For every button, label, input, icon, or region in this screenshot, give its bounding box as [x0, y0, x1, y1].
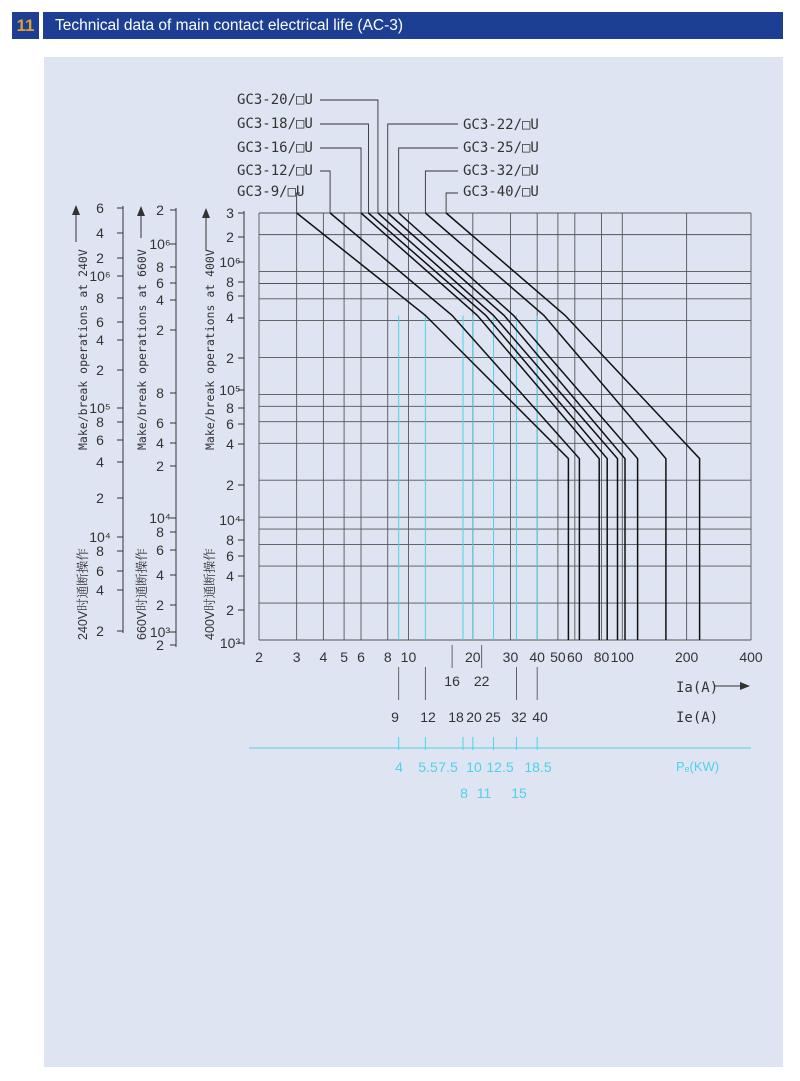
x-tick-label: 16	[444, 673, 460, 689]
x-tick-label: 60	[567, 649, 583, 665]
ie-axis-label: Ie(A)	[676, 710, 719, 726]
x-tick-label: 2	[255, 649, 263, 665]
y-tick-label: 6	[156, 415, 164, 431]
series-label: GC3-20/□U	[237, 92, 313, 108]
y-axis-label-cn: 240V时通断操作	[76, 548, 90, 640]
y-tick-label: 6	[226, 548, 234, 564]
ie-value: 25	[485, 709, 501, 725]
y-tick-label: 2	[226, 602, 234, 618]
curve-line	[378, 213, 618, 640]
series-label: GC3-32/□U	[463, 163, 539, 179]
y-tick-label: 4	[96, 332, 104, 348]
section-title: Technical data of main contact electrical life (AC-3)	[43, 12, 783, 39]
pe-value: 15	[511, 785, 527, 801]
ie-value: 40	[532, 709, 548, 725]
y-tick-label: 3	[226, 205, 234, 221]
page-number: 11	[12, 12, 39, 39]
y-axis-arrow-head	[72, 205, 80, 215]
pe-value: 7.5	[438, 759, 458, 775]
y-tick-label: 4	[96, 454, 104, 470]
x-tick-label: 3	[292, 649, 301, 665]
series-label: GC3-12/□U	[237, 163, 313, 179]
y-tick-label: 2	[156, 458, 164, 474]
ie-value: 20	[466, 709, 482, 725]
series-leader	[320, 171, 330, 213]
y-tick-label: 10⁶	[149, 236, 171, 252]
y-tick-label: 4	[156, 567, 164, 583]
y-tick-label: 10⁶	[89, 268, 111, 284]
y-tick-label: 8	[226, 532, 234, 548]
pe-value: 11	[476, 785, 492, 801]
x-tick-label: 80	[593, 649, 610, 665]
y-tick-label: 10⁵	[219, 382, 241, 398]
y-tick-label: 8	[96, 290, 104, 306]
x-tick-label: 5	[340, 649, 348, 665]
y-tick-label: 8	[96, 543, 104, 559]
series-label: GC3-22/□U	[463, 117, 539, 133]
y-axis-label: Make/break operations at 660V	[135, 249, 149, 450]
y-tick-label: 2	[226, 229, 234, 245]
y-tick-label: 2	[96, 623, 104, 639]
ie-value: 9	[391, 709, 399, 725]
x-tick-label: 22	[473, 673, 490, 689]
series-label: GC3-25/□U	[463, 140, 539, 156]
y-tick-label: 6	[96, 314, 104, 330]
y-axis-label-cn: 400V时通断操作	[203, 548, 217, 640]
y-tick-label: 4	[226, 310, 234, 326]
x-tick-label: 20	[465, 649, 481, 665]
y-tick-label: 10⁴	[89, 529, 111, 545]
y-tick-label: 2	[156, 637, 164, 653]
ie-value: 32	[511, 709, 527, 725]
series-leader	[446, 193, 458, 213]
y-tick-label: 10⁴	[219, 512, 241, 528]
y-tick-label: 2	[96, 362, 104, 378]
x-tick-label: 6	[357, 649, 365, 665]
y-tick-label: 6	[96, 200, 104, 216]
pe-value: 10	[466, 759, 482, 775]
y-tick-label: 8	[226, 274, 234, 290]
y-tick-label: 4	[226, 436, 234, 452]
y-tick-label: 10⁴	[149, 510, 171, 526]
y-axis-arrow-head	[137, 206, 145, 216]
y-tick-label: 10³	[149, 624, 171, 640]
y-tick-label: 6	[226, 416, 234, 432]
pe-axis-label: Pₑ(KW)	[676, 759, 720, 774]
y-tick-label: 2	[96, 250, 104, 266]
y-tick-label: 6	[226, 288, 234, 304]
pe-value: 12.5	[486, 759, 514, 775]
pe-value: 18.5	[524, 759, 552, 775]
pe-value: 5.5	[418, 759, 438, 775]
x-tick-label: 50	[550, 649, 566, 665]
series-label: GC3-16/□U	[237, 140, 313, 156]
x-tick-label: 10	[400, 649, 417, 665]
y-tick-label: 4	[96, 225, 104, 241]
series-label: GC3-40/□U	[463, 184, 539, 200]
x-tick-label: 4	[319, 649, 328, 665]
y-tick-label: 8	[226, 400, 234, 416]
y-tick-label: 6	[156, 542, 164, 558]
y-tick-label: 2	[156, 202, 164, 218]
series-label: GC3-18/□U	[237, 116, 313, 132]
y-tick-label: 6	[156, 275, 164, 291]
y-tick-label: 6	[96, 432, 104, 448]
x-tick-label: 400	[739, 649, 763, 665]
pe-value: 8	[460, 785, 468, 801]
y-tick-label: 2	[226, 477, 234, 493]
x-tick-label: 30	[502, 649, 519, 665]
x-tick-label: 100	[610, 649, 634, 665]
pe-value: 4	[395, 759, 403, 775]
ie-value: 18	[448, 709, 464, 725]
x-tick-label: 200	[674, 649, 699, 665]
y-tick-label: 10⁶	[219, 254, 241, 270]
y-tick-label: 2	[96, 490, 104, 506]
series-label: GC3-9/□U	[237, 184, 305, 200]
y-axis-label: Make/break operations at 240V	[76, 249, 90, 450]
y-tick-label: 10³	[219, 635, 241, 651]
curve-line	[297, 213, 569, 640]
y-tick-label: 10⁵	[89, 400, 111, 416]
y-tick-label: 4	[226, 568, 234, 584]
y-tick-label: 8	[96, 414, 104, 430]
y-axis-label-cn: 660V时通断操作	[135, 548, 149, 640]
x-tick-label: 8	[383, 649, 392, 665]
series-leader	[320, 148, 361, 213]
y-axis-arrow-head	[202, 208, 210, 218]
y-tick-label: 4	[96, 582, 104, 598]
curve-line	[361, 213, 599, 640]
series-leader	[399, 148, 458, 213]
x-axis-label: Ia(A)	[676, 680, 719, 696]
y-tick-label: 6	[96, 563, 104, 579]
y-tick-label: 2	[156, 322, 164, 338]
y-tick-label: 4	[156, 292, 164, 308]
y-tick-label: 4	[156, 435, 164, 451]
y-tick-label: 2	[226, 350, 234, 366]
y-tick-label: 2	[156, 597, 164, 613]
ie-value: 12	[420, 709, 436, 725]
y-tick-label: 8	[156, 259, 164, 275]
curve-line	[330, 213, 579, 640]
series-leader	[320, 100, 378, 213]
y-tick-label: 8	[156, 524, 164, 540]
x-tick-label: 40	[529, 649, 545, 665]
y-axis-label: Make/break operations at 400V	[203, 249, 217, 450]
x-axis-arrow-head	[740, 682, 750, 690]
series-leader	[425, 171, 458, 213]
y-tick-label: 8	[156, 385, 164, 401]
